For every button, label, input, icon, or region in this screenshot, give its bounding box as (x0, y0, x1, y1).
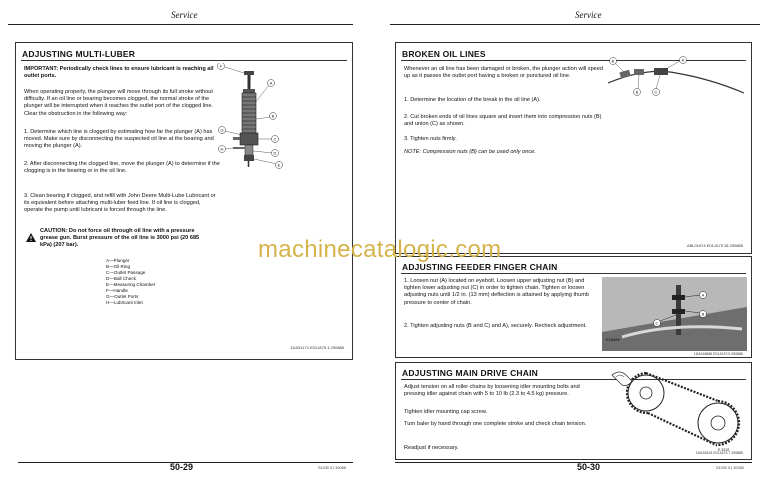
right-page-header: Service (575, 10, 602, 20)
step-3: 3. Tighten nuts firmly. (404, 136, 457, 142)
legend-item: D—Ball Check (106, 276, 136, 281)
left-page-number: 50-29 (170, 462, 194, 472)
step-2: 2. Cut broken ends of oil lines square and insert them into compression nuts (B) and union (C) as shown. (404, 114, 602, 128)
figure-label: C (654, 89, 658, 95)
figure-id: E18686 (606, 337, 620, 342)
right-footer-rule (395, 462, 752, 463)
legend-item: G—Outlet Ports (106, 294, 139, 299)
title-rule (401, 273, 746, 274)
feeder-finger-chain-section (395, 256, 752, 358)
drive-chain-figure (606, 367, 746, 453)
step-2: 2. After disconnecting the clogged line, move the plunger (A) to determine if the clogging is in the bearing or in the oil line. (24, 161, 220, 175)
step-1: 1. Determine which line is clogged by estimating how far the plunger (A) has moved. Make sure by disconnecting the suspected oil line at the bearing and moving the plunger (A). (24, 129, 214, 150)
legend-item: A—Plunger (106, 258, 130, 263)
legend-item: E—Measuring Chamber (106, 282, 156, 287)
step-1: 1. Determine the location of the break in the oil line (A). (404, 97, 541, 103)
legend-item: H—Lubricant Inlet (106, 300, 143, 305)
feeder-chain-photo (602, 277, 747, 351)
main-drive-chain-section (395, 362, 752, 460)
reference-code: 1DA31174 E01JA79 4 290885 (290, 345, 344, 350)
figure-label: A (269, 80, 273, 86)
left-page-header: Service (171, 10, 198, 20)
figure-label: C (273, 136, 277, 142)
legend-item: F—Handle (106, 288, 128, 293)
note: NOTE: Compression nuts (B) can be used only once. (404, 149, 536, 155)
figure-label: B (701, 311, 705, 317)
figure-label: B (635, 89, 639, 95)
important-text: Periodically check lines to ensure lubricant is reaching all outlet ports. (24, 66, 214, 80)
figure-label: A (701, 292, 705, 298)
oil-line-figure (606, 53, 746, 103)
figure-label: D (273, 150, 277, 156)
reference-code: 1DA318686 E01JA79 5 290885 (693, 352, 743, 356)
legend-item: B—Oil Ring (106, 264, 130, 269)
intro-paragraph: When operating properly, the plunger will move through its full stroke without difficulty. If an oil line or bearing becomes clogged, the normal stroke of the plunger will be interrupted when it reaches the outlet port of the clogged line. Clear the obstruction in the following way: (24, 89, 214, 117)
paragraph-1: Adjust tension on all roller chains by loosening idler mounting bolts and pressing idler against chain with 5 to 10 lb (2.3 to 4.5 kg) pressure. (404, 384, 580, 398)
section-title: BROKEN OIL LINES (402, 49, 486, 59)
right-footer-code: S1030 01 30080 (716, 466, 744, 470)
parts-legend (106, 258, 155, 306)
multi-luber-section (15, 42, 353, 360)
section-title: ADJUSTING MULTI-LUBER (22, 49, 136, 59)
figure-label: E (277, 162, 281, 168)
reference-code: 1DA33319 E01JA79 7 290885 (695, 451, 743, 455)
broken-oil-lines-section (395, 42, 752, 254)
paragraph-2: Tighten idler mounting cap screw. (404, 409, 488, 415)
paragraph-3: Turn baler by hand through one complete stroke and check chain tension. (404, 421, 587, 427)
right-header-rule (390, 24, 760, 25)
left-header-rule (8, 24, 353, 25)
caution-icon (26, 229, 36, 247)
right-page-number: 50-30 (577, 462, 601, 472)
figure-label: H (220, 146, 224, 152)
step-3: 3. Clean bearing if clogged, and refill with John Deere Multi-Lube Lubricant or its equivalent before attaching multi-luber feed line. If oil line is clogged, operate the pump until lubricant is forced through the line. (24, 193, 216, 214)
watermark: machinecatalogic.com (258, 236, 502, 263)
section-title: ADJUSTING FEEDER FINGER CHAIN (402, 262, 558, 272)
figure-label: C (655, 320, 659, 326)
figure-label: G (220, 127, 224, 133)
left-footer-code: S1030 01 30086 (318, 466, 346, 470)
figure-label: A (681, 57, 685, 63)
multi-luber-figure (211, 63, 286, 203)
important-note (24, 66, 220, 80)
figure-label: B (271, 113, 275, 119)
caution-text: Do not force oil through oil line with a pressure grease gun. Burst pressure of the oil line is 3000 psi (20 685 kPa) (207 bar). (40, 228, 200, 249)
title-rule (21, 60, 347, 61)
figure-id: E 3319 (718, 448, 730, 452)
intro-paragraph: Whenever an oil line has been damaged or broken, the plunger action will speed up as it passes the outlet port having a broken or punctured oil line. (404, 66, 604, 80)
caution-lead: CAUTION: (40, 228, 68, 234)
reference-code: ABL01974 E01JA79 28 290885 (686, 243, 743, 248)
section-title: ADJUSTING MAIN DRIVE CHAIN (402, 368, 539, 378)
step-2: 2. Tighten adjusting nuts (B and C) and A), securely. Recheck adjustment. (404, 323, 587, 329)
paragraph-4: Readjust if necessary. (404, 445, 459, 451)
step-1: 1. Loosen nut (A) located on eyebolt. Loosen upper adjusting nut (B) and tighten lower adjusting nut (C) in order to tighten chain. Tighten or loosen adjusting nuts until 1/2 in. (13 mm) deflection is attained by applying thumb pressure to center of chain. (404, 278, 590, 306)
figure-label: B (611, 58, 615, 64)
caution-note (40, 228, 210, 250)
important-lead: IMPORTANT: (24, 66, 59, 72)
figure-label: F (219, 63, 223, 69)
legend-item: C—Outlet Passage (106, 270, 146, 275)
